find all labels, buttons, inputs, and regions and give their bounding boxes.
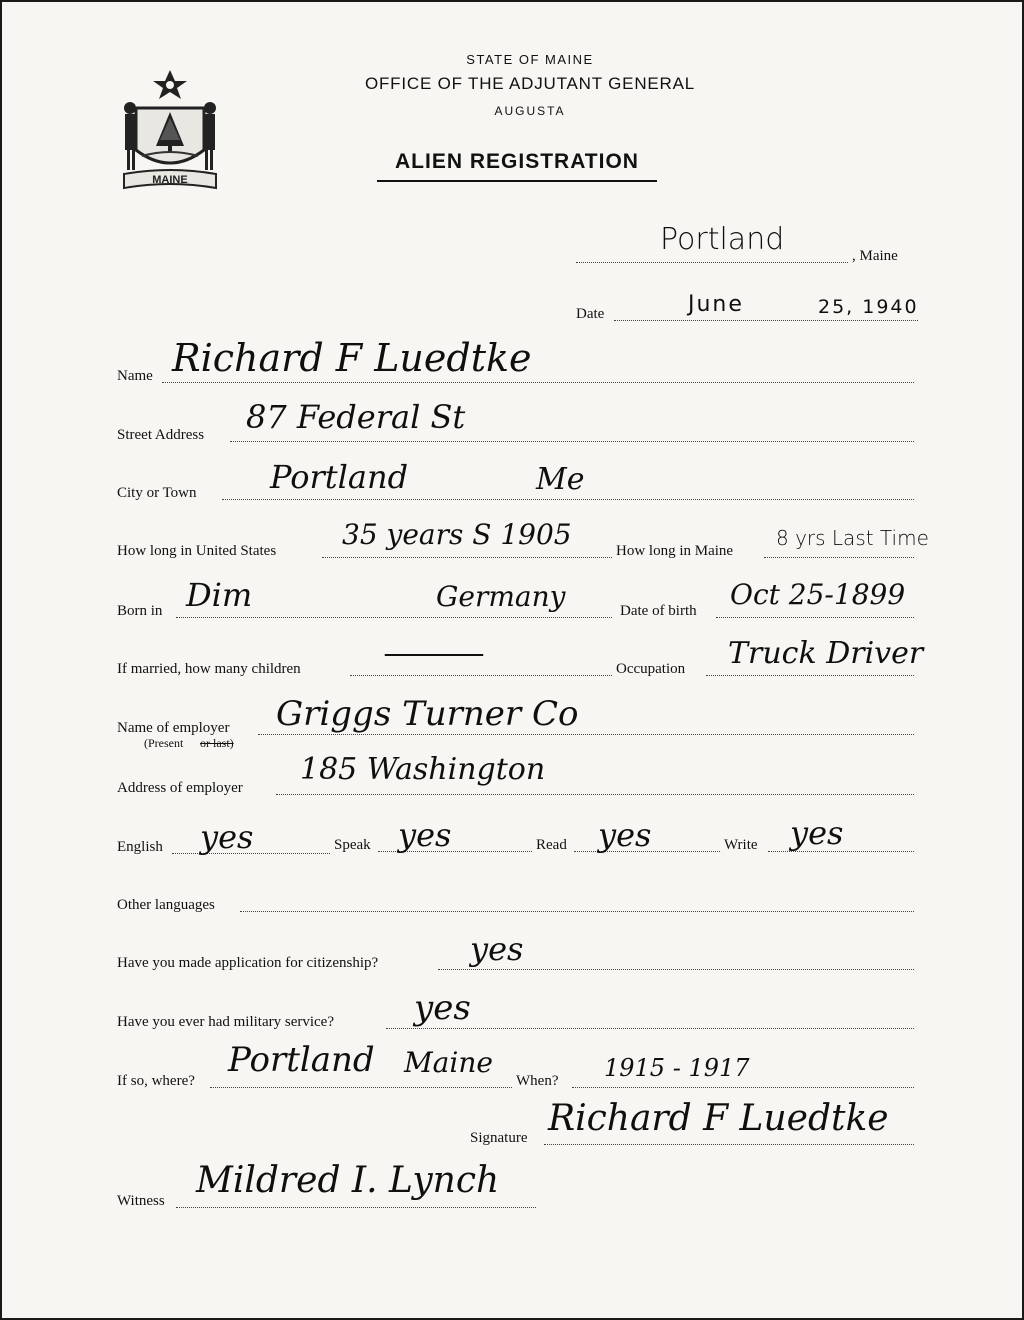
born-in-label: Born in: [117, 603, 163, 619]
date-label: Date: [576, 306, 605, 322]
employer-address-label: Address of employer: [117, 780, 243, 796]
witness-label: Witness: [117, 1193, 165, 1209]
write-label: Write: [724, 837, 758, 853]
header-city: AUGUSTA: [494, 104, 566, 118]
speak-label: Speak: [334, 837, 371, 853]
where-line: [210, 1087, 512, 1088]
english-label: English: [117, 839, 163, 855]
employer-address-line: [276, 794, 914, 795]
place-entry: Portland: [660, 222, 785, 257]
employer-address-entry: 185 Washington: [300, 752, 546, 787]
present-label: (Present: [144, 736, 184, 750]
city-label: City or Town: [117, 485, 197, 501]
occupation-line: [706, 675, 914, 676]
military-entry: yes: [414, 988, 471, 1028]
citizenship-entry: yes: [470, 930, 524, 968]
read-label: Read: [536, 837, 567, 853]
street-entry: 87 Federal St: [246, 398, 466, 436]
witness-line: [176, 1207, 536, 1208]
how-long-maine-label: How long in Maine: [616, 543, 734, 559]
employer-entry: Griggs Turner Co: [276, 694, 579, 734]
signature-entry: Richard F Luedtke: [548, 1098, 889, 1139]
write-entry: yes: [790, 814, 844, 852]
city-entry: Portland: [270, 458, 409, 496]
military-line: [386, 1028, 914, 1029]
where-state-entry: Maine: [404, 1046, 493, 1079]
maine-label: , Maine: [852, 248, 898, 264]
witness-entry: Mildred I. Lynch: [196, 1160, 500, 1201]
occupation-entry: Truck Driver: [728, 636, 924, 671]
form-title: ALIEN REGISTRATION: [377, 150, 657, 182]
children-label: If married, how many children: [117, 661, 301, 677]
employer-label: Name of employer: [117, 720, 230, 736]
english-entry: yes: [200, 818, 254, 856]
date-of-birth-label: Date of birth: [620, 603, 697, 619]
children-line: [350, 675, 612, 676]
when-line: [572, 1087, 914, 1088]
employer-line: [258, 734, 914, 735]
read-entry: yes: [598, 816, 652, 854]
how-long-maine-line: [764, 557, 914, 558]
date-month-entry: June: [688, 292, 744, 317]
header-office: OFFICE OF THE ADJUTANT GENERAL: [364, 74, 696, 93]
born-in-line: [176, 617, 612, 618]
state-seal-icon: [118, 68, 222, 196]
header-state: STATE OF MAINE: [466, 52, 594, 67]
children-entry: —: [380, 636, 488, 671]
date-of-birth-entry: Oct 25-1899: [730, 578, 906, 611]
citizenship-line: [438, 969, 914, 970]
speak-entry: yes: [398, 816, 452, 854]
name-label: Name: [117, 368, 153, 384]
city-line: [222, 499, 914, 500]
signature-label: Signature: [470, 1130, 528, 1146]
street-line: [230, 441, 914, 442]
when-entry: 1915 - 1917: [604, 1054, 750, 1082]
how-long-maine-entry: 8 yrs Last Time: [776, 526, 929, 550]
place-line: [576, 262, 848, 263]
name-line: [162, 382, 914, 383]
where-city-entry: Portland: [228, 1040, 375, 1080]
state-entry: Me: [536, 462, 585, 497]
how-long-us-label: How long in United States: [117, 543, 277, 559]
seal-banner-text: MAINE: [152, 174, 188, 186]
citizenship-label: Have you made application for citizenship?: [117, 955, 379, 971]
born-country-entry: Germany: [436, 580, 566, 613]
date-day-year-entry: 25, 1940: [818, 296, 919, 318]
date-of-birth-line: [716, 617, 914, 618]
name-entry: Richard F Luedtke: [172, 336, 532, 380]
other-languages-line: [240, 911, 914, 912]
when-label: When?: [516, 1073, 559, 1089]
how-long-us-entry: 35 years S 1905: [342, 518, 572, 551]
born-place-entry: Dim: [186, 576, 253, 614]
other-languages-label: Other languages: [117, 897, 215, 913]
occupation-label: Occupation: [616, 661, 686, 677]
date-line: [614, 320, 918, 321]
military-label: Have you ever had military service?: [117, 1014, 334, 1030]
where-label: If so, where?: [117, 1073, 195, 1089]
street-label: Street Address: [117, 427, 205, 443]
signature-line: [544, 1144, 914, 1145]
or-last-label: or last): [200, 736, 234, 750]
how-long-us-line: [322, 557, 612, 558]
